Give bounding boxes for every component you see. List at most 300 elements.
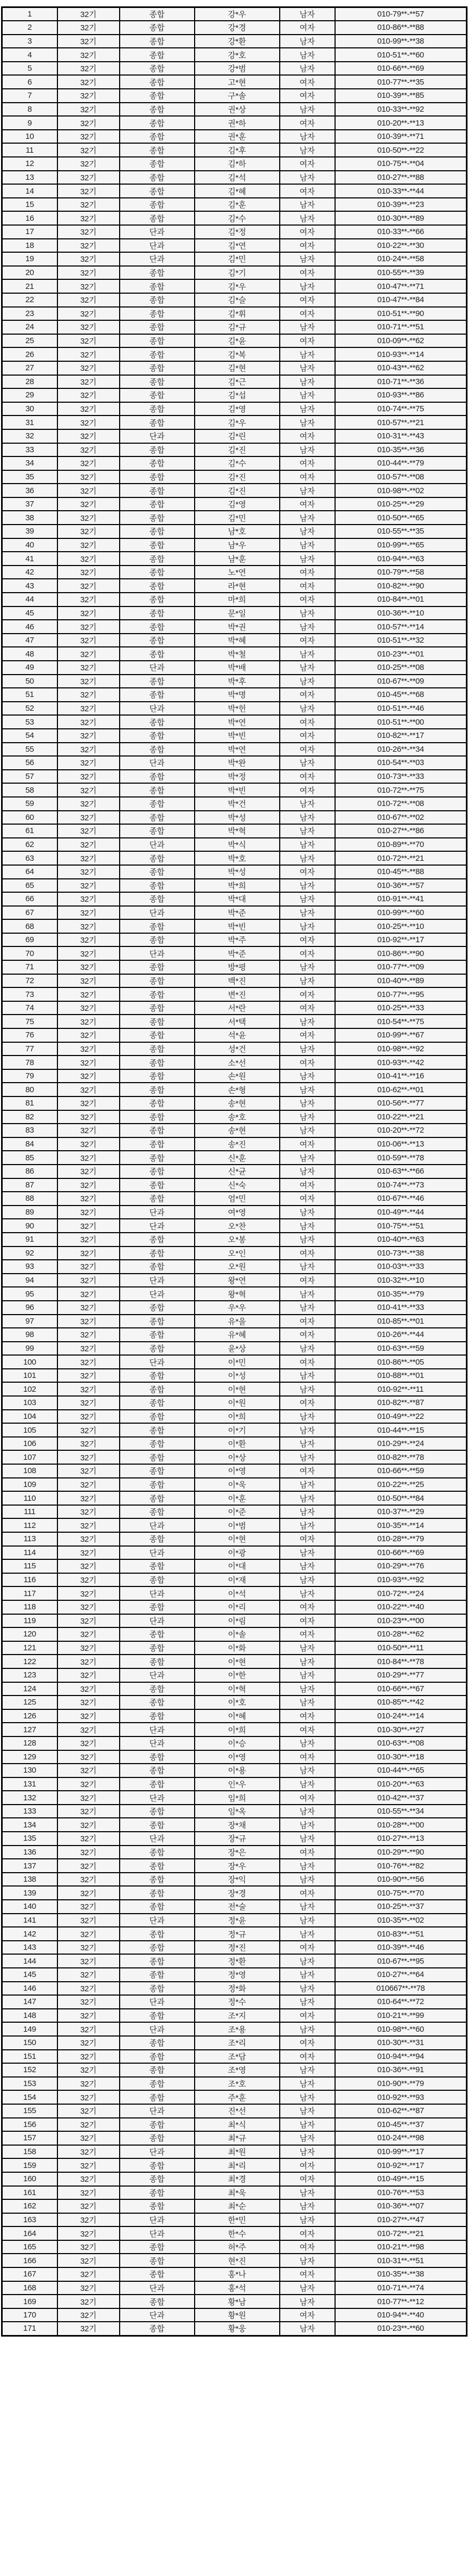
cell-name: 임*희 [195, 1791, 280, 1805]
cell-name: 김*규 [195, 320, 280, 334]
cell-course: 종합 [120, 21, 195, 35]
cell-cohort: 32기 [57, 375, 120, 389]
cell-name: 박*준 [195, 946, 280, 960]
cell-phone: 010-24**-**98 [335, 2131, 467, 2145]
cell-name: 박*철 [195, 647, 280, 661]
cell-phone: 010-74**-**73 [335, 1178, 467, 1192]
cell-gender: 남자 [280, 103, 335, 117]
cell-name: 이*성 [195, 1369, 280, 1383]
cell-gender: 남자 [280, 48, 335, 62]
cell-phone: 010-59**-**78 [335, 1151, 467, 1165]
cell-phone: 010-06**-**13 [335, 1137, 467, 1151]
cell-no: 118 [2, 1600, 57, 1614]
cell-cohort: 32기 [57, 1491, 120, 1505]
cell-phone: 010-98**-**60 [335, 2022, 467, 2036]
table-row [2, 239, 467, 253]
cell-no: 33 [2, 443, 57, 457]
cell-cohort: 32기 [57, 2050, 120, 2064]
table-row [2, 7, 467, 21]
cell-phone: 010-22**-**25 [335, 1478, 467, 1492]
cell-phone: 010-82**-**17 [335, 729, 467, 743]
cell-name: 권*상 [195, 103, 280, 117]
cell-cohort: 32기 [57, 1342, 120, 1356]
cell-no: 108 [2, 1464, 57, 1478]
cell-phone: 010-76**-**53 [335, 2186, 467, 2200]
cell-cohort: 32기 [57, 2172, 120, 2186]
table-row [2, 2267, 467, 2281]
cell-gender: 여자 [280, 1315, 335, 1328]
cell-cohort: 32기 [57, 7, 120, 21]
cell-phone: 010-35**-**79 [335, 1287, 467, 1301]
cell-cohort: 32기 [57, 266, 120, 280]
table-row [2, 552, 467, 566]
cell-course: 종합 [120, 1056, 195, 1069]
cell-name: 김*수 [195, 211, 280, 225]
cell-no: 93 [2, 1260, 57, 1274]
table-row [2, 89, 467, 103]
table-row [2, 388, 467, 402]
cell-cohort: 32기 [57, 1437, 120, 1451]
cell-phone: 010-99**-**38 [335, 35, 467, 48]
cell-no: 44 [2, 593, 57, 606]
cell-cohort: 32기 [57, 1328, 120, 1342]
cell-name: 최*욱 [195, 2186, 280, 2200]
cell-phone: 010-55**-**39 [335, 266, 467, 280]
cell-no: 169 [2, 2295, 57, 2308]
cell-course: 종합 [120, 1641, 195, 1655]
table-row [2, 1396, 467, 1410]
cell-cohort: 32기 [57, 347, 120, 361]
cell-phone: 010-90**-**79 [335, 2077, 467, 2091]
cell-cohort: 32기 [57, 1518, 120, 1532]
cell-course: 종합 [120, 2131, 195, 2145]
cell-phone: 010-75**-**04 [335, 157, 467, 171]
table-row [2, 1573, 467, 1587]
cell-gender: 여자 [280, 1723, 335, 1736]
cell-name: 인*우 [195, 1777, 280, 1791]
cell-no: 39 [2, 525, 57, 538]
cell-name: 박*배 [195, 661, 280, 675]
cell-course: 종합 [120, 1805, 195, 1818]
cell-cohort: 32기 [57, 1641, 120, 1655]
table-row [2, 266, 467, 280]
cell-name: 유*을 [195, 1315, 280, 1328]
cell-cohort: 32기 [57, 1627, 120, 1641]
cell-gender: 남자 [280, 879, 335, 893]
table-row [2, 1805, 467, 1818]
cell-cohort: 32기 [57, 1764, 120, 1777]
cell-course: 종합 [120, 1968, 195, 1982]
cell-cohort: 32기 [57, 634, 120, 647]
cell-name: 라*현 [195, 579, 280, 593]
cell-no: 98 [2, 1328, 57, 1342]
table-row [2, 2050, 467, 2064]
cell-gender: 여자 [280, 1274, 335, 1287]
cell-phone: 010-30**-**31 [335, 2036, 467, 2050]
cell-no: 52 [2, 702, 57, 716]
table-row [2, 1287, 467, 1301]
cell-course: 종합 [120, 2172, 195, 2186]
cell-phone: 010-99**-**65 [335, 538, 467, 552]
table-row [2, 1954, 467, 1968]
cell-name: 최*경 [195, 2172, 280, 2186]
cell-name: 남*우 [195, 538, 280, 552]
cell-gender: 남자 [280, 606, 335, 620]
cell-cohort: 32기 [57, 1382, 120, 1396]
cell-gender: 여자 [280, 1600, 335, 1614]
cell-cohort: 32기 [57, 2090, 120, 2104]
cell-phone: 010-86**-**90 [335, 946, 467, 960]
cell-no: 35 [2, 470, 57, 484]
cell-name: 박*주 [195, 933, 280, 947]
cell-course: 종합 [120, 1873, 195, 1887]
cell-no: 27 [2, 361, 57, 375]
table-row [2, 2022, 467, 2036]
cell-cohort: 32기 [57, 1355, 120, 1369]
cell-no: 95 [2, 1287, 57, 1301]
cell-phone: 010-55**-**34 [335, 1805, 467, 1818]
cell-name: 정*화 [195, 1982, 280, 1996]
table-row [2, 933, 467, 947]
cell-cohort: 32기 [57, 1859, 120, 1873]
cell-cohort: 32기 [57, 552, 120, 566]
cell-gender: 남자 [280, 797, 335, 811]
cell-course: 단과 [120, 702, 195, 716]
cell-gender: 여자 [280, 946, 335, 960]
cell-no: 116 [2, 1573, 57, 1587]
table-row [2, 2186, 467, 2200]
cell-course: 종합 [120, 715, 195, 729]
cell-gender: 남자 [280, 552, 335, 566]
cell-phone: 010-72**-**21 [335, 2226, 467, 2240]
cell-cohort: 32기 [57, 1083, 120, 1096]
cell-no: 55 [2, 743, 57, 757]
cell-name: 김*현 [195, 361, 280, 375]
table-row [2, 1342, 467, 1356]
cell-phone: 010-22**-**21 [335, 1110, 467, 1124]
cell-name: 김*린 [195, 429, 280, 443]
cell-course: 종합 [120, 1478, 195, 1492]
cell-cohort: 32기 [57, 1396, 120, 1410]
cell-phone: 010-54**-**03 [335, 756, 467, 770]
cell-gender: 여자 [280, 2240, 335, 2254]
cell-no: 147 [2, 1995, 57, 2009]
cell-phone: 010-86**-**05 [335, 1355, 467, 1369]
cell-name: 한*민 [195, 2213, 280, 2227]
cell-course: 종합 [120, 416, 195, 429]
cell-no: 26 [2, 347, 57, 361]
cell-course: 종합 [120, 634, 195, 647]
cell-cohort: 32기 [57, 2295, 120, 2308]
table-row [2, 1927, 467, 1941]
cell-gender: 남자 [280, 1668, 335, 1682]
cell-course: 단과 [120, 1668, 195, 1682]
cell-name: 박*준 [195, 906, 280, 920]
table-row [2, 116, 467, 130]
cell-no: 11 [2, 143, 57, 157]
cell-gender: 남자 [280, 484, 335, 497]
cell-no: 40 [2, 538, 57, 552]
cell-no: 126 [2, 1709, 57, 1723]
cell-cohort: 32기 [57, 1655, 120, 1668]
cell-gender: 남자 [280, 1110, 335, 1124]
cell-no: 17 [2, 225, 57, 239]
cell-name: 문*일 [195, 606, 280, 620]
cell-gender: 남자 [280, 1995, 335, 2009]
cell-phone: 010-27**-**47 [335, 2213, 467, 2227]
cell-gender: 여자 [280, 266, 335, 280]
table-row [2, 1464, 467, 1478]
cell-no: 163 [2, 2213, 57, 2227]
table-row [2, 1410, 467, 1424]
cell-cohort: 32기 [57, 1165, 120, 1178]
cell-gender: 여자 [280, 2050, 335, 2064]
cell-name: 김*근 [195, 375, 280, 389]
roster-table [1, 6, 467, 2337]
cell-gender: 여자 [280, 770, 335, 784]
cell-name: 황*웅 [195, 2322, 280, 2336]
cell-gender: 남자 [280, 1042, 335, 1056]
cell-cohort: 32기 [57, 429, 120, 443]
table-row [2, 1192, 467, 1206]
table-row [2, 211, 467, 225]
cell-gender: 여자 [280, 1846, 335, 1859]
cell-gender: 남자 [280, 2131, 335, 2145]
cell-name: 조*지 [195, 2009, 280, 2023]
table-row [2, 2240, 467, 2254]
cell-name: 장*규 [195, 1832, 280, 1846]
cell-cohort: 32기 [57, 1668, 120, 1682]
table-row [2, 1586, 467, 1600]
cell-name: 송*진 [195, 1137, 280, 1151]
cell-gender: 남자 [280, 1832, 335, 1846]
cell-phone: 010-29**-**24 [335, 1437, 467, 1451]
cell-cohort: 32기 [57, 974, 120, 988]
cell-gender: 남자 [280, 2281, 335, 2295]
cell-gender: 남자 [280, 416, 335, 429]
cell-no: 149 [2, 2022, 57, 2036]
cell-name: 우*우 [195, 1301, 280, 1315]
table-row [2, 865, 467, 879]
table-row [2, 1641, 467, 1655]
cell-cohort: 32기 [57, 824, 120, 838]
cell-no: 49 [2, 661, 57, 675]
cell-cohort: 32기 [57, 198, 120, 212]
table-row [2, 143, 467, 157]
cell-course: 종합 [120, 675, 195, 688]
cell-course: 종합 [120, 1764, 195, 1777]
cell-name: 송*현 [195, 1096, 280, 1110]
cell-gender: 여자 [280, 634, 335, 647]
cell-phone: 010-94**-**94 [335, 2050, 467, 2064]
cell-gender: 여자 [280, 2158, 335, 2172]
table-row [2, 743, 467, 757]
cell-cohort: 32기 [57, 1056, 120, 1069]
cell-phone: 010-20**-**13 [335, 116, 467, 130]
cell-gender: 여자 [280, 1791, 335, 1805]
cell-course: 종합 [120, 729, 195, 743]
table-row [2, 103, 467, 117]
table-row [2, 1015, 467, 1028]
cell-gender: 남자 [280, 388, 335, 402]
cell-cohort: 32기 [57, 1927, 120, 1941]
cell-name: 허*주 [195, 2240, 280, 2254]
cell-no: 125 [2, 1696, 57, 1709]
cell-course: 종합 [120, 1846, 195, 1859]
table-row [2, 647, 467, 661]
cell-course: 종합 [120, 1491, 195, 1505]
cell-name: 김*훈 [195, 198, 280, 212]
cell-course: 종합 [120, 1369, 195, 1383]
table-row [2, 62, 467, 76]
table-row [2, 307, 467, 321]
cell-cohort: 32기 [57, 1369, 120, 1383]
cell-gender: 여자 [280, 497, 335, 511]
cell-course: 종합 [120, 143, 195, 157]
cell-gender: 남자 [280, 347, 335, 361]
cell-course: 종합 [120, 2036, 195, 2050]
cell-course: 종합 [120, 2118, 195, 2132]
cell-gender: 여자 [280, 21, 335, 35]
cell-phone: 010-82**-**87 [335, 1396, 467, 1410]
cell-course: 단과 [120, 252, 195, 266]
table-row [2, 497, 467, 511]
cell-phone: 010-49**-**44 [335, 1206, 467, 1219]
cell-gender: 여자 [280, 1355, 335, 1369]
cell-no: 41 [2, 552, 57, 566]
cell-phone: 010-93**-**14 [335, 347, 467, 361]
cell-name: 박*식 [195, 838, 280, 852]
cell-gender: 남자 [280, 375, 335, 389]
table-row [2, 879, 467, 893]
cell-course: 단과 [120, 1995, 195, 2009]
cell-phone: 010-49**-**22 [335, 1410, 467, 1424]
cell-gender: 여자 [280, 334, 335, 348]
cell-name: 김*진 [195, 443, 280, 457]
cell-phone: 010-72**-**08 [335, 797, 467, 811]
cell-gender: 남자 [280, 1423, 335, 1437]
cell-phone: 010-30**-**18 [335, 1750, 467, 1764]
cell-cohort: 32기 [57, 756, 120, 770]
table-row [2, 484, 467, 497]
cell-phone: 010-63**-**59 [335, 1342, 467, 1356]
cell-course: 종합 [120, 2158, 195, 2172]
cell-no: 104 [2, 1410, 57, 1424]
table-row [2, 1723, 467, 1736]
cell-phone: 010-45**-**68 [335, 688, 467, 702]
cell-gender: 남자 [280, 62, 335, 76]
cell-no: 92 [2, 1247, 57, 1260]
cell-cohort: 32기 [57, 1818, 120, 1832]
cell-gender: 남자 [280, 1914, 335, 1927]
table-row [2, 2063, 467, 2077]
table-row [2, 1028, 467, 1042]
cell-course: 종합 [120, 1573, 195, 1587]
cell-cohort: 32기 [57, 729, 120, 743]
cell-cohort: 32기 [57, 1886, 120, 1900]
cell-cohort: 32기 [57, 770, 120, 784]
cell-no: 23 [2, 307, 57, 321]
cell-name: 김*하 [195, 157, 280, 171]
cell-phone: 010-41**-**33 [335, 1301, 467, 1315]
cell-name: 송*현 [195, 1124, 280, 1137]
cell-phone: 010-36**-**91 [335, 2063, 467, 2077]
table-row [2, 1627, 467, 1641]
cell-cohort: 32기 [57, 211, 120, 225]
cell-gender: 남자 [280, 130, 335, 144]
cell-no: 36 [2, 484, 57, 497]
cell-gender: 여자 [280, 307, 335, 321]
cell-course: 종합 [120, 579, 195, 593]
cell-course: 종합 [120, 1777, 195, 1791]
cell-no: 102 [2, 1382, 57, 1396]
cell-gender: 남자 [280, 756, 335, 770]
cell-no: 21 [2, 279, 57, 293]
cell-phone: 010-33**-**66 [335, 225, 467, 239]
cell-phone: 010-40**-**89 [335, 974, 467, 988]
cell-phone: 010-72**-**21 [335, 851, 467, 865]
cell-course: 종합 [120, 35, 195, 48]
table-row [2, 171, 467, 185]
cell-name: 김*영 [195, 402, 280, 416]
cell-name: 이*재 [195, 1573, 280, 1587]
cell-phone: 010-66**-**69 [335, 62, 467, 76]
cell-course: 단과 [120, 2281, 195, 2295]
cell-cohort: 32기 [57, 252, 120, 266]
cell-gender: 여자 [280, 593, 335, 606]
cell-phone: 010-26**-**34 [335, 743, 467, 757]
cell-phone: 010-21**-**98 [335, 2240, 467, 2254]
cell-name: 방*평 [195, 960, 280, 974]
cell-no: 43 [2, 579, 57, 593]
cell-course: 단과 [120, 906, 195, 920]
cell-course: 종합 [120, 334, 195, 348]
table-row [2, 429, 467, 443]
cell-cohort: 32기 [57, 1274, 120, 1287]
cell-phone: 010-72**-**24 [335, 1586, 467, 1600]
cell-course: 종합 [120, 743, 195, 757]
cell-name: 박*성 [195, 811, 280, 825]
cell-name: 조*담 [195, 2050, 280, 2064]
cell-name: 박*헌 [195, 702, 280, 716]
cell-phone: 010-27**-**88 [335, 171, 467, 185]
cell-name: 여*영 [195, 1206, 280, 1219]
cell-name: 박*혁 [195, 824, 280, 838]
cell-phone: 010-89**-**70 [335, 838, 467, 852]
cell-no: 142 [2, 1927, 57, 1941]
cell-gender: 여자 [280, 470, 335, 484]
cell-cohort: 32기 [57, 2322, 120, 2336]
cell-cohort: 32기 [57, 2131, 120, 2145]
cell-no: 134 [2, 1818, 57, 1832]
cell-cohort: 32기 [57, 1914, 120, 1927]
table-row [2, 906, 467, 920]
table-row [2, 2131, 467, 2145]
cell-no: 119 [2, 1614, 57, 1628]
cell-course: 종합 [120, 2186, 195, 2200]
cell-course: 종합 [120, 2063, 195, 2077]
cell-course: 종합 [120, 103, 195, 117]
cell-course: 종합 [120, 525, 195, 538]
cell-course: 종합 [120, 566, 195, 579]
table-row [2, 1315, 467, 1328]
cell-course: 종합 [120, 198, 195, 212]
cell-cohort: 32기 [57, 2186, 120, 2200]
table-row [2, 974, 467, 988]
cell-cohort: 32기 [57, 1464, 120, 1478]
table-row [2, 1655, 467, 1668]
cell-course: 종합 [120, 1600, 195, 1614]
